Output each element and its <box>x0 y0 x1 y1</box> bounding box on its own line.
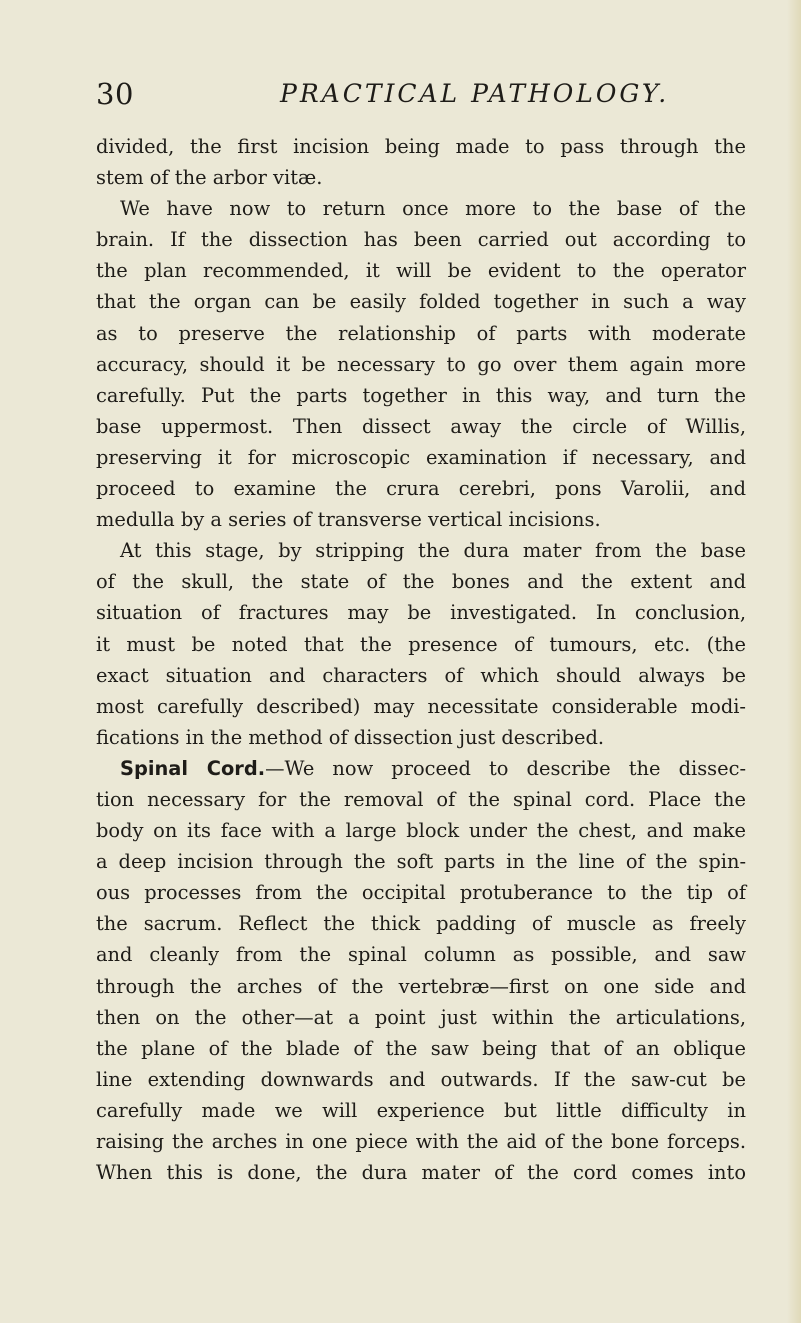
text-run: We have now to return once more to the base of the <box>120 197 746 221</box>
text-line: fications in the method of dissection just described. <box>96 725 605 749</box>
text-line: body on its face with a large block under the chest, and make <box>96 819 746 843</box>
text-line: as to preserve the relationship of parts with moderate <box>96 321 746 345</box>
text-line: the plane of the blade of the saw being that of an oblique <box>96 1036 746 1060</box>
text-line: brain. If the dissection has been carried out according to <box>96 228 746 252</box>
text-line: it must be noted that the presence of tumours, etc. (the <box>96 632 746 656</box>
text-line: a deep incision through the soft parts in the line of the spin- <box>96 850 746 874</box>
text-line: preserving it for microscopic examination if necessary, and <box>96 445 746 469</box>
text-line: tion necessary for the removal of the spinal cord. Place the <box>96 787 746 811</box>
text-line: then on the other—at a point just within the articulations, <box>96 1005 746 1029</box>
text-line: proceed to examine the crura cerebri, pons Varolii, and <box>96 477 746 501</box>
paragraph-start-line <box>96 193 746 224</box>
section-heading: Spinal Cord. <box>120 756 266 780</box>
text-line: base uppermost. Then dissect away the circle of Willis, <box>96 414 746 438</box>
text-line: most carefully described) may necessitate considerable modi- <box>96 694 746 718</box>
text-line: of the skull, the state of the bones and the extent and <box>96 570 746 594</box>
text-line: the plan recommended, it will be evident to the operator <box>96 259 746 283</box>
text-line: carefully made we will experience but little difficulty in <box>96 1098 746 1122</box>
text-line: raising the arches in one piece with the aid of the bone forceps. <box>96 1130 746 1153</box>
paragraph-start-line <box>96 535 746 566</box>
text-line: that the organ can be easily folded together in such a way <box>96 290 746 314</box>
text-line: stem of the arbor vitæ. <box>96 166 323 190</box>
text-line: divided, the first incision being made to pass through the <box>96 135 746 158</box>
page-number: 30 <box>96 77 134 111</box>
text-line: line extending downwards and outwards. If the saw-cut be <box>96 1067 746 1091</box>
text-line: exact situation and characters of which should always be <box>96 663 746 687</box>
text-line: carefully. Put the parts together in this way, and turn the <box>96 383 746 407</box>
text-line: medulla by a series of transverse vertical incisions. <box>96 508 601 532</box>
text-line: and cleanly from the spinal column as possible, and saw <box>96 943 746 967</box>
text-run: —We now proceed to describe the dissec- <box>265 756 746 780</box>
section-heading-line <box>96 753 746 784</box>
page-header <box>96 72 736 116</box>
text-run: At this stage, by stripping the dura mater from the base <box>120 539 746 563</box>
page-edge-shadow <box>787 0 801 1323</box>
text-line: the sacrum. Reflect the thick padding of muscle as freely <box>96 912 746 936</box>
text-line: situation of fractures may be investigated. In conclusion, <box>96 601 746 625</box>
body-text <box>96 131 746 1188</box>
text-line: through the arches of the vertebræ—first on one side and <box>96 974 746 998</box>
text-line: ous processes from the occipital protuberance to the tip of <box>96 881 746 905</box>
text-line: When this is done, the dura mater of the cord comes into <box>96 1161 746 1185</box>
text-line: accuracy, should it be necessary to go over them again more <box>96 352 746 376</box>
running-title: PRACTICAL PATHOLOGY. <box>280 79 670 108</box>
